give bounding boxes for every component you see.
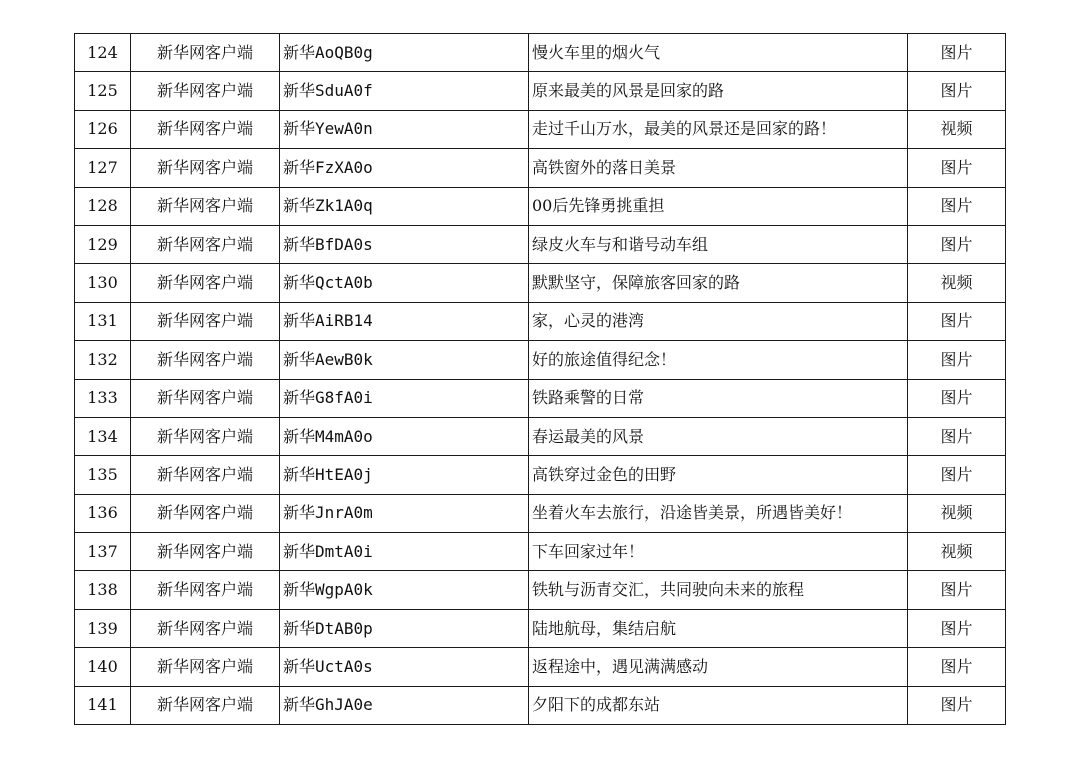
row-number-cell: 139 [75,609,131,647]
row-number-cell: 124 [75,34,131,72]
row-number-cell: 136 [75,494,131,532]
item-id-cell: 新华DmtA0i [280,533,529,571]
media-type-cell: 图片 [908,187,1006,225]
source-cell: 新华网客户端 [131,533,280,571]
row-number-cell: 135 [75,456,131,494]
media-type-cell: 图片 [908,149,1006,187]
row-number-cell: 131 [75,302,131,340]
table-row [75,264,1006,302]
media-type-cell: 图片 [908,341,1006,379]
source-cell: 新华网客户端 [131,225,280,263]
item-id-cell: 新华YewA0n [280,110,529,148]
title-cell: 高铁穿过金色的田野 [529,456,908,494]
item-id-cell: 新华Zk1A0q [280,187,529,225]
row-number-cell: 129 [75,225,131,263]
title-cell: 默默坚守，保障旅客回家的路 [529,264,908,302]
entries-table [74,33,1006,725]
media-type-cell: 图片 [908,648,1006,686]
table-row [75,302,1006,340]
source-cell: 新华网客户端 [131,571,280,609]
item-id-cell: 新华G8fA0i [280,379,529,417]
item-id-cell: 新华FzXA0o [280,149,529,187]
table-row [75,533,1006,571]
row-number-cell: 137 [75,533,131,571]
title-cell: 铁轨与沥青交汇，共同驶向未来的旅程 [529,571,908,609]
item-id-cell: 新华DtAB0p [280,609,529,647]
media-type-cell: 视频 [908,533,1006,571]
item-id-cell: 新华AiRB14 [280,302,529,340]
source-cell: 新华网客户端 [131,379,280,417]
source-cell: 新华网客户端 [131,494,280,532]
table-row [75,187,1006,225]
source-cell: 新华网客户端 [131,609,280,647]
media-type-cell: 图片 [908,72,1006,110]
source-cell: 新华网客户端 [131,110,280,148]
table-row [75,417,1006,455]
table-row [75,456,1006,494]
media-type-cell: 图片 [908,686,1006,724]
row-number-cell: 140 [75,648,131,686]
table-row [75,341,1006,379]
item-id-cell: 新华SduA0f [280,72,529,110]
title-cell: 慢火车里的烟火气 [529,34,908,72]
row-number-cell: 138 [75,571,131,609]
title-cell: 坐着火车去旅行，沿途皆美景，所遇皆美好！ [529,494,908,532]
title-cell: 陆地航母，集结启航 [529,609,908,647]
media-type-cell: 图片 [908,417,1006,455]
table-row [75,149,1006,187]
source-cell: 新华网客户端 [131,341,280,379]
document-page [74,33,1005,725]
media-type-cell: 视频 [908,110,1006,148]
table-row [75,609,1006,647]
table-row [75,686,1006,724]
item-id-cell: 新华QctA0b [280,264,529,302]
row-number-cell: 133 [75,379,131,417]
table-row [75,648,1006,686]
table-row [75,494,1006,532]
title-cell: 春运最美的风景 [529,417,908,455]
row-number-cell: 125 [75,72,131,110]
item-id-cell: 新华HtEA0j [280,456,529,494]
table-row [75,225,1006,263]
media-type-cell: 视频 [908,494,1006,532]
media-type-cell: 视频 [908,264,1006,302]
title-cell: 返程途中，遇见满满感动 [529,648,908,686]
row-number-cell: 132 [75,341,131,379]
item-id-cell: 新华JnrA0m [280,494,529,532]
title-cell: 下车回家过年！ [529,533,908,571]
media-type-cell: 图片 [908,379,1006,417]
item-id-cell: 新华BfDA0s [280,225,529,263]
table-row [75,571,1006,609]
media-type-cell: 图片 [908,456,1006,494]
item-id-cell: 新华M4mA0o [280,417,529,455]
row-number-cell: 127 [75,149,131,187]
row-number-cell: 126 [75,110,131,148]
title-cell: 家，心灵的港湾 [529,302,908,340]
source-cell: 新华网客户端 [131,686,280,724]
source-cell: 新华网客户端 [131,34,280,72]
media-type-cell: 图片 [908,34,1006,72]
media-type-cell: 图片 [908,225,1006,263]
title-cell: 原来最美的风景是回家的路 [529,72,908,110]
source-cell: 新华网客户端 [131,149,280,187]
table-body [75,34,1006,725]
table-row [75,379,1006,417]
item-id-cell: 新华AewB0k [280,341,529,379]
title-cell: 铁路乘警的日常 [529,379,908,417]
source-cell: 新华网客户端 [131,264,280,302]
source-cell: 新华网客户端 [131,417,280,455]
source-cell: 新华网客户端 [131,302,280,340]
source-cell: 新华网客户端 [131,456,280,494]
source-cell: 新华网客户端 [131,72,280,110]
item-id-cell: 新华GhJA0e [280,686,529,724]
item-id-cell: 新华WgpA0k [280,571,529,609]
media-type-cell: 图片 [908,571,1006,609]
media-type-cell: 图片 [908,609,1006,647]
title-cell: 00后先锋勇挑重担 [529,187,908,225]
table-row [75,72,1006,110]
item-id-cell: 新华UctA0s [280,648,529,686]
row-number-cell: 130 [75,264,131,302]
table-row [75,34,1006,72]
title-cell: 好的旅途值得纪念！ [529,341,908,379]
title-cell: 高铁窗外的落日美景 [529,149,908,187]
source-cell: 新华网客户端 [131,648,280,686]
item-id-cell: 新华AoQB0g [280,34,529,72]
title-cell: 夕阳下的成都东站 [529,686,908,724]
title-cell: 走过千山万水，最美的风景还是回家的路！ [529,110,908,148]
row-number-cell: 128 [75,187,131,225]
table-row [75,110,1006,148]
row-number-cell: 134 [75,417,131,455]
row-number-cell: 141 [75,686,131,724]
source-cell: 新华网客户端 [131,187,280,225]
media-type-cell: 图片 [908,302,1006,340]
title-cell: 绿皮火车与和谐号动车组 [529,225,908,263]
